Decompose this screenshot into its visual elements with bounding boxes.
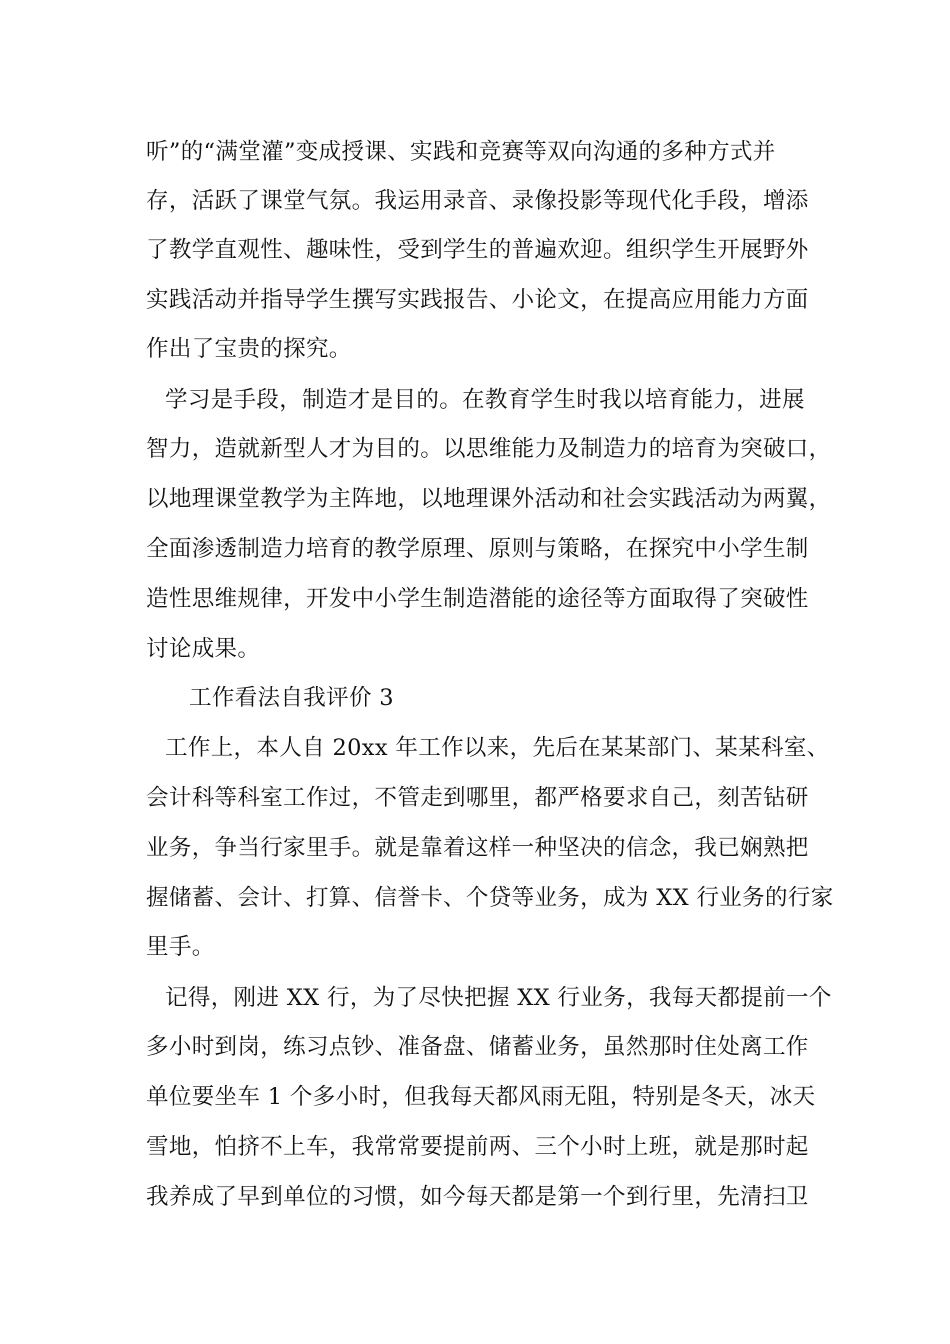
paragraph-2-line-1: 学习是手段，制造才是目的。在教育学生时我以培育能力，进展 [165,387,805,413]
paragraph-3-line-3: 业务，争当行家里手。就是靠着这样一种坚决的信念，我已娴熟把 [146,835,809,861]
paragraph-1-line-4: 实践活动并指导学生撰写实践报告、小论文，在提高应用能力方面 [146,287,809,313]
section-heading: 工作看法自我评价 3 [189,685,394,711]
paragraph-4-line-4: 雪地，怕挤不上车，我常常要提前两、三个小时上班，就是那时起 [146,1134,809,1160]
paragraph-2-line-2: 智力，造就新型人才为目的。以思维能力及制造力的培育为突破口， [146,436,832,462]
paragraph-2-line-6: 讨论成果。 [146,636,261,662]
paragraph-2-line-5: 造性思维规律，开发中小学生制造潜能的途径等方面取得了突破性 [146,586,809,612]
paragraph-3-line-4: 握储蓄、会计、打算、信誉卡、个贷等业务，成为 XX 行业务的行家 [146,885,834,911]
paragraph-2-line-3: 以地理课堂教学为主阵地，以地理课外活动和社会实践活动为两翼， [146,486,832,512]
paragraph-1-line-5: 作出了宝贵的探究。 [146,336,352,362]
paragraph-4-line-5: 我养成了早到单位的习惯，如今每天都是第一个到行里，先清扫卫 [146,1184,809,1210]
paragraph-3-line-1: 工作上，本人自 20xx 年工作以来，先后在某某部门、某某科室、 [165,735,830,761]
paragraph-2-line-4: 全面渗透制造力培育的教学原理、原则与策略，在探究中小学生制 [146,536,809,562]
paragraph-3-line-5: 里手。 [146,934,215,960]
paragraph-1-line-2: 存，活跃了课堂气氛。我运用录音、录像投影等现代化手段，增添 [146,188,809,214]
paragraph-1-line-1: 听”的“满堂灌”变成授课、实践和竞赛等双向沟通的多种方式并 [146,139,776,165]
paragraph-4-line-3: 单位要坐车 1 个多小时，但我每天都风雨无阻，特别是冬天，冰天 [146,1084,816,1110]
paragraph-4-line-1: 记得，刚进 XX 行，为了尽快把握 XX 行业务，我每天都提前一个 [165,985,832,1011]
paragraph-3-line-2: 会计科等科室工作过，不管走到哪里，都严格要求自己，刻苦钻研 [146,785,809,811]
paragraph-1-line-3: 了教学直观性、趣味性，受到学生的普遍欢迎。组织学生开展野外 [146,237,809,263]
paragraph-4-line-2: 多小时到岗，练习点钞、准备盘、储蓄业务，虽然那时住处离工作 [146,1034,809,1060]
